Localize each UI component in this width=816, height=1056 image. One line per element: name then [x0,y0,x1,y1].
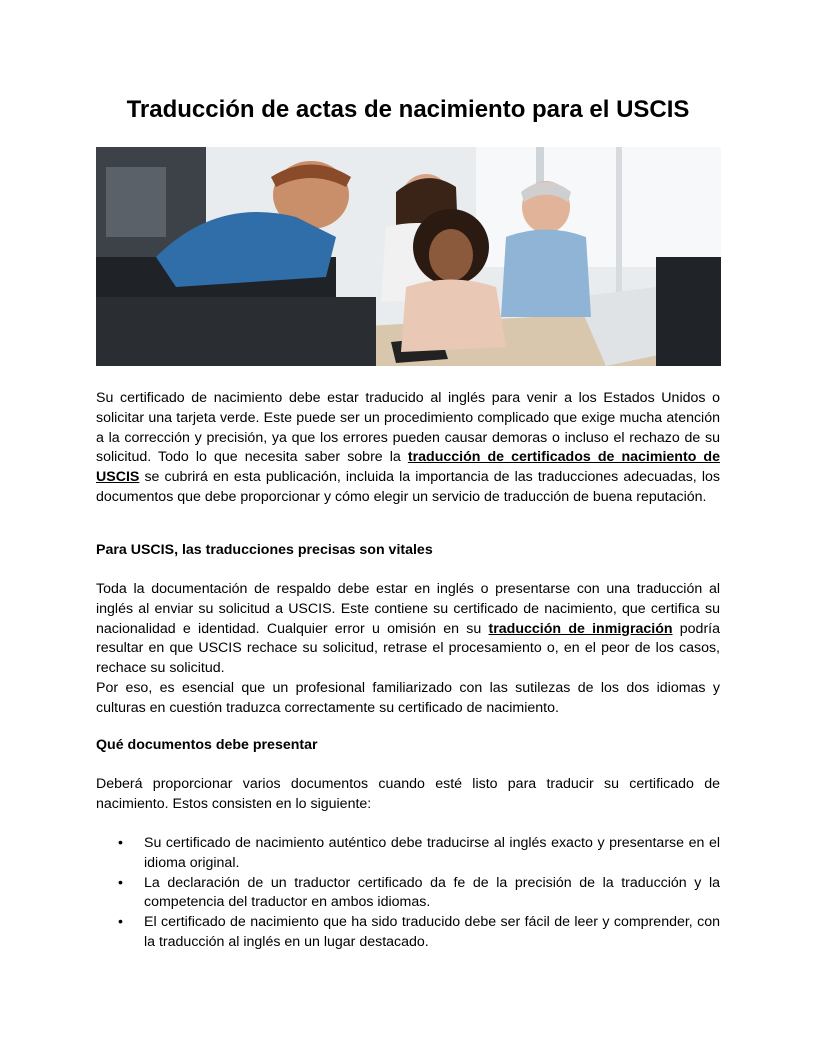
section-documents [96,736,720,756]
article-body [96,389,720,508]
intro-paragraph [96,389,720,508]
accuracy-paragraph [96,580,720,679]
bullet-icon: • [118,835,123,851]
document-title: Traducción de actas de nacimiento para el USCIS [126,96,690,123]
list-item-text: El certificado de nacimiento que ha sido traducido debe ser fácil de leer y comprender, con la traducción al inglés en un lugar destacado. [144,914,720,950]
list-item [96,874,720,914]
documents-list [96,834,720,953]
accuracy-text-before: Toda la documentación de respaldo debe estar en inglés o presentarse con una traducción al inglés al enviar su solicitud a USCIS. Este contiene su certificado de nacimiento, que certifica su nacionalidad e identidad. Cualquier error u omisión en su [96,581,720,637]
office-team-illustration [96,147,721,366]
list-item [96,834,720,874]
list-item-text: La declaración de un traductor certificado da fe de la precisión de la traducción y la competencia del traductor en ambos idiomas. [144,874,720,911]
office-team-photo [96,147,721,366]
list-item-text: Su certificado de nacimiento auténtico debe traducirse al inglés exacto y presentarse en el idioma original. [144,835,720,871]
birth-certificate-translation-link[interactable]: traducción de certificados de nacimiento de USCIS [96,449,720,486]
documents-intro-paragraph: Deberá proporcionar varios documentos cuando esté listo para traducir su certificado de nacimiento. Estos consisten en lo siguiente: [96,776,720,812]
accuracy-text-after: podría resultar en que USCIS rechace su solicitud, retrase el procesamiento o, en el peor de los casos, rechace su solicitud. [96,620,721,677]
documents-list-wrapper [96,834,720,953]
immigration-translation-link[interactable]: traducción de inmigración [488,620,673,637]
bullet-icon: • [118,914,123,931]
bullet-icon: • [118,874,123,891]
section-uscis-accuracy [96,541,720,561]
section-heading-documents: Qué documentos debe presentar [96,737,318,753]
intro-text-before: Su certificado de nacimiento debe estar traducido al inglés para venir a los Estados Unidos o solicitar una tarjeta verde. Este puede ser un procedimiento complicado que exige mucha atención a la corrección y precisión, ya que los errores pueden causar demoras o incluso el rechazo de su solicitud. Todo lo que necesita saber sobre la [96,390,720,466]
list-item [96,913,720,953]
intro-text-after: se cubrirá en esta publicación, incluida la importancia de las traducciones adecuadas, los documentos que debe proporcionar y cómo elegir un servicio de traducción de buena reputación. [96,469,720,505]
section-uscis-accuracy-body [96,580,720,719]
section-documents-body [96,775,720,815]
professional-paragraph: Por eso, es esencial que un profesional familiarizado con las sutilezas de los dos idiomas y culturas en cuestión traduzca correctamente su certificado de nacimiento. [96,679,720,716]
section-heading-accuracy: Para USCIS, las traducciones precisas son vitales [96,542,433,558]
